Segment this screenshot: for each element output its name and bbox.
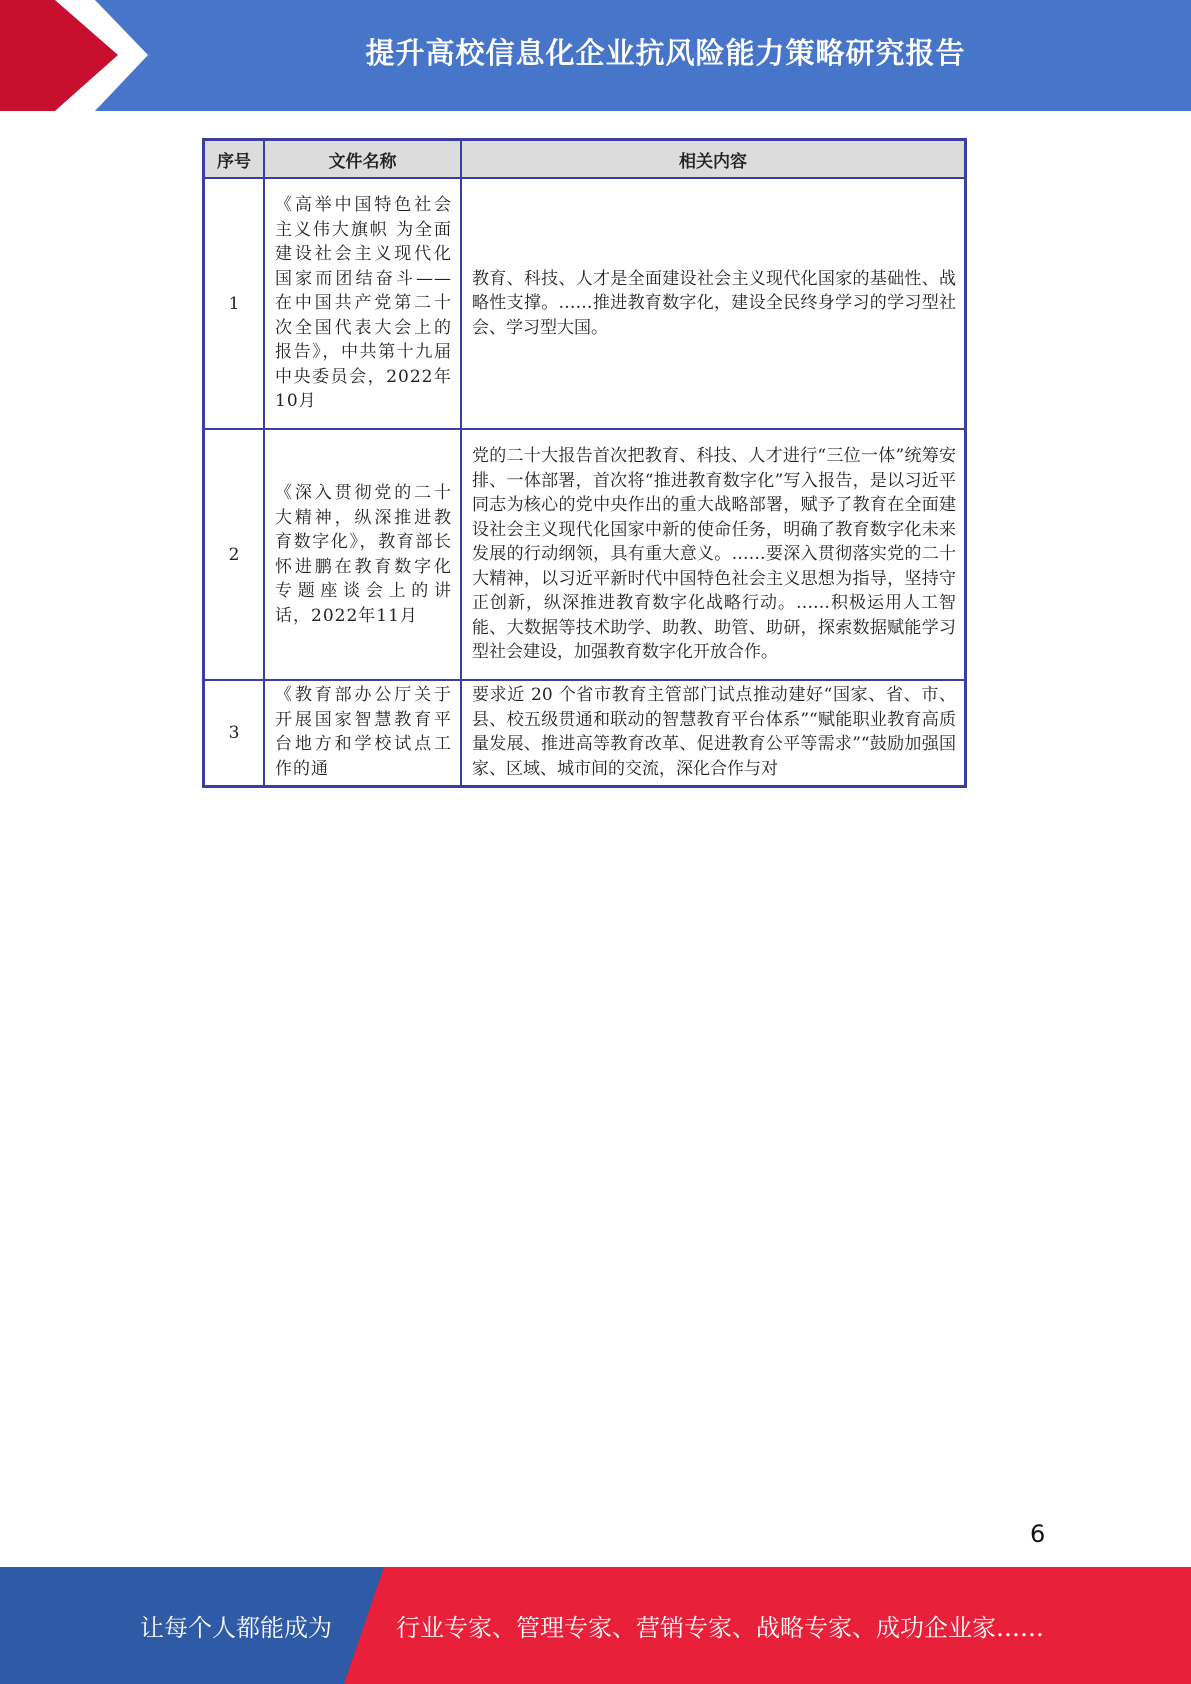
header-banner bbox=[0, 0, 1191, 111]
header-num: 序号 bbox=[204, 140, 265, 179]
table-header-row bbox=[204, 140, 966, 179]
table-row bbox=[204, 178, 966, 429]
content-text: 要求近 20 个省市教育主管部门试点推动建好“国家、省、市、县、校五级贯通和联动的智慧教育平台体系”“赋能职业教育高质量发展、推进高等教育改革、促进教育公平等需求”“鼓励加强国家、区域、城市间的交流，深化合作与对 bbox=[472, 685, 956, 779]
file-name-cell bbox=[264, 680, 461, 787]
content-cell: 教育、科技、人才是全面建设社会主义现代化国家的基础性、战略性支撑。……推进教育数字化，建设全民终身学习的学习型社会、学习型大国。 bbox=[461, 178, 966, 429]
header-content: 相关内容 bbox=[461, 140, 966, 179]
page-number: 6 bbox=[1030, 1520, 1046, 1548]
file-name-text: 《教育部办公厅关于开展国家智慧教育平台地方和学校试点工作的通 bbox=[275, 685, 452, 779]
header-file-name: 文件名称 bbox=[264, 140, 461, 179]
table-row bbox=[204, 680, 966, 787]
table-row bbox=[204, 429, 966, 680]
footer-banner bbox=[0, 1567, 1191, 1684]
page-title: 提升高校信息化企业抗风险能力策略研究报告 bbox=[365, 36, 966, 70]
footer-slogan-left: 让每个人都能成为 bbox=[140, 1614, 332, 1642]
row-number: 2 bbox=[204, 429, 265, 680]
row-number: 3 bbox=[204, 680, 265, 787]
row-number: 1 bbox=[204, 178, 265, 429]
file-name-cell: 《深入贯彻党的二十大精神，纵深推进教育数字化》，教育部长怀进鹏在教育数字化专题座谈会上的讲话，2022年11月 bbox=[264, 429, 461, 680]
content-cell: 党的二十大报告首次把教育、科技、人才进行“三位一体”统筹安排、一体部署，首次将“推进教育数字化”写入报告，是以习近平同志为核心的党中央作出的重大战略部署，赋予了教育在全面建设社会主义现代化国家中新的使命任务，明确了教育数字化未来发展的行动纲领，具有重大意义。……要深入贯彻落实党的二十大精神，以习近平新时代中国特色社会主义思想为指导，坚持守正创新，纵深推进教育数字化战略行动。……积极运用人工智能、大数据等技术助学、助教、助管、助研，探索数据赋能学习型社会建设，加强教育数字化开放合作。 bbox=[461, 429, 966, 680]
document-table bbox=[202, 138, 967, 788]
footer-slogan-right: 行业专家、管理专家、营销专家、战略专家、成功企业家…… bbox=[396, 1614, 1044, 1642]
content-cell bbox=[461, 680, 966, 787]
file-name-cell: 《高举中国特色社会主义伟大旗帜 为全面建设社会主义现代化国家而团结奋斗——在中国共产党第二十次全国代表大会上的报告》，中共第十九届中央委员会，2022年10月 bbox=[264, 178, 461, 429]
